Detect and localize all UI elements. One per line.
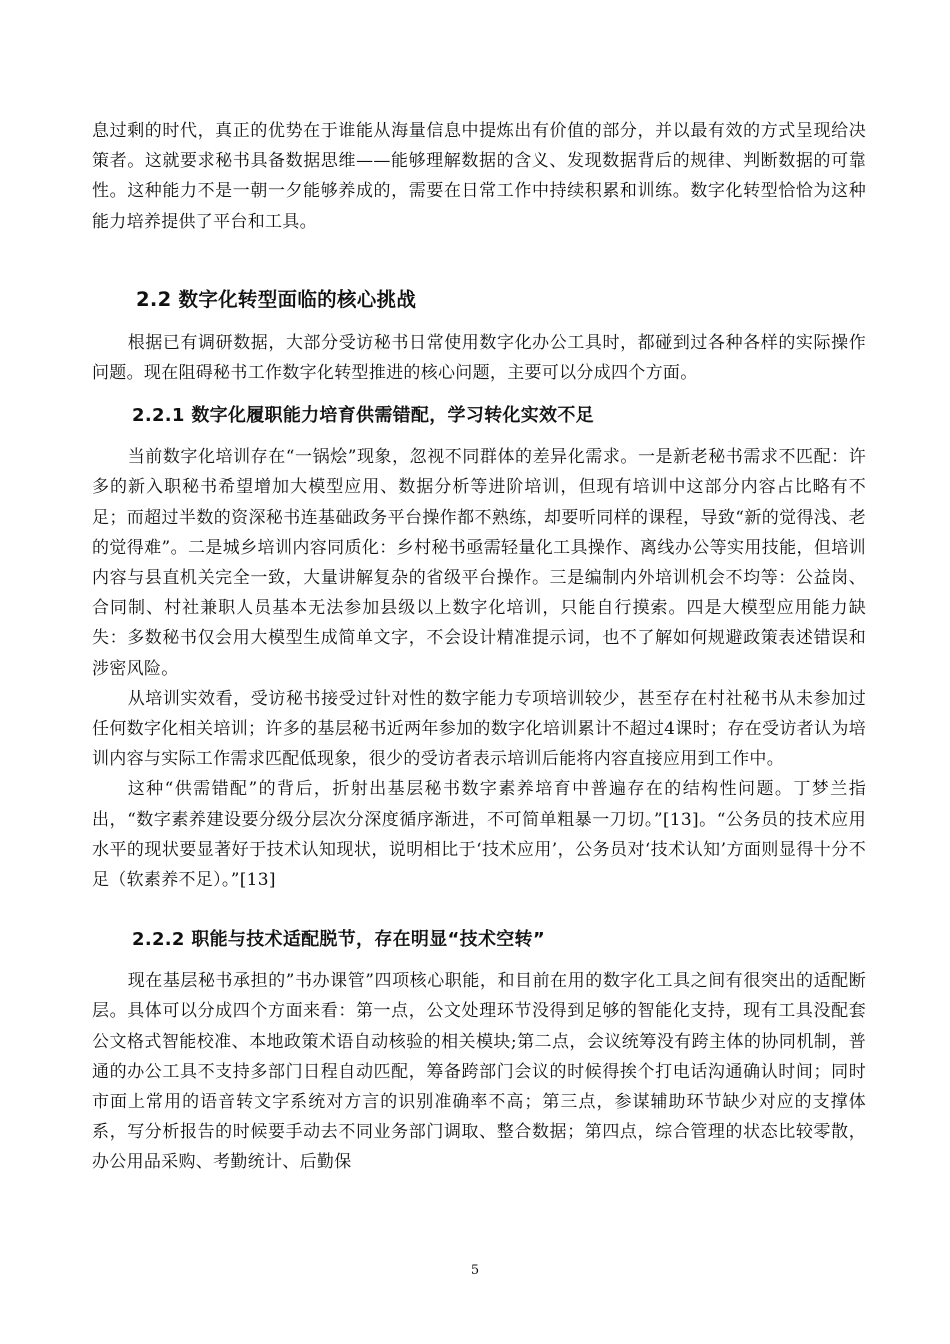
page-body — [92, 116, 866, 1178]
paragraph-function-technology-gap: 现在基层秘书承担的”书办课管”四项核心职能，和目前在用的数字化工具之间有很突出的适配断层。具体可以分成四个方面来看：第一点，公文处理环节没得到足够的智能化支持，现有工具没配套公文格式智能校准、本地政策术语自动核验的相关模块;第二点，会议统筹没有跨主体的协同机制，普通的办公工具不支持多部门日程自动匹配，筹备跨部门会议的时候得挨个打电话沟通确认时间；同时市面上常用的语音转文字系统对方言的识别准确率不高；第三点，参谋辅助环节缺少对应的支撑体系，写分析报告的时候要手动去不同业务部门调取、整合数据；第四点，综合管理的状态比较零散，办公用品采购、考勤统计、后勤保 — [92, 971, 866, 1173]
paragraph-structural-issue: 这种“供需错配”的背后，折射出基层秘书数字素养培育中普遍存在的结构性问题。丁梦兰指出，“数字素养建设要分级分层次分深度循序渐进，不可简单粗暴一刀切。”[13]。“公务员的技术应用水平的现状要显著好于技术认知现状，说明相比于‘技术应用’，公务员对‘技术认知’方面则显得十分不足（软素养不足）。”[13] — [92, 779, 866, 891]
subsection-heading-2-2-2: 2.2.2 职能与技术适配脱节，存在明显“技术空转” — [132, 929, 545, 951]
paragraph-training-effect: 从培训实效看，受访秘书接受过针对性的数字能力专项培训较少，甚至存在村社秘书从未参加过任何数字化相关培训；许多的基层秘书近两年参加的数字化培训累计不超过4课时；存在受访者认为培训内容与实际工作需求匹配低现象，很少的受访者表示培训后能将内容直接应用到工作中。 — [92, 688, 866, 770]
paragraph-intro-continuation: 息过剩的时代，真正的优势在于谁能从海量信息中提炼出有价值的部分，并以最有效的方式呈现给决策者。这就要求秘书具备数据思维——能够理解数据的含义、发现数据背后的规律、判断数据的可靠性。这种能力不是一朝一夕能够养成的，需要在日常工作中持续积累和训练。数字化转型恰恰为这种能力培养提供了平台和工具。 — [92, 121, 866, 232]
paragraph-section-intro: 根据已有调研数据，大部分受访秘书日常使用数字化办公工具时，都碰到过各种各样的实际操作问题。现在阻碍秘书工作数字化转型推进的核心问题，主要可以分成四个方面。 — [92, 332, 866, 384]
subsection-heading-2-2-1: 2.2.1 数字化履职能力培育供需错配，学习转化实效不足 — [132, 405, 594, 427]
page-number: 5 — [470, 1263, 480, 1278]
section-heading-2-2: 2.2 数字化转型面临的核心挑战 — [136, 287, 417, 311]
paragraph-training-mismatch: 当前数字化培训存在“一锅烩”现象，忽视不同群体的差异化需求。一是新老秘书需求不匹配：许多的新入职秘书希望增加大模型应用、数据分析等进阶培训，但现有培训中这部分内容占比略有不足；而超过半数的资深秘书连基础政务平台操作都不熟练，却要听同样的课程，导致“新的觉得浅、老的觉得难”。二是城乡培训内容同质化：乡村秘书亟需轻量化工具操作、离线办公等实用技能，但培训内容与县直机关完全一致，大量讲解复杂的省级平台操作。三是编制内外培训机会不均等：公益岗、合同制、村社兼职人员基本无法参加县级以上数字化培训，只能自行摸索。四是大模型应用能力缺失：多数秘书仅会用大模型生成简单文字，不会设计精准提示词，也不了解如何规避政策表述错误和涉密风险。 — [92, 447, 866, 679]
